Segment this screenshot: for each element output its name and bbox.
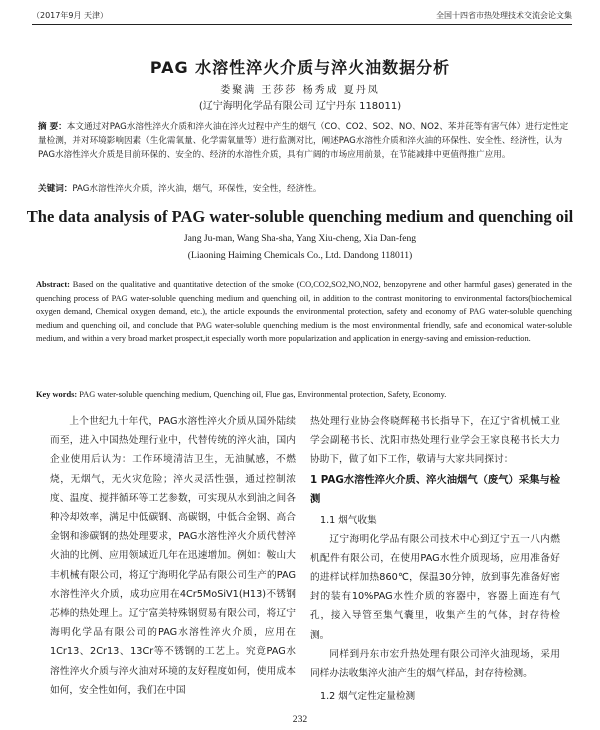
- body-paragraph: 热处理行业协会佟晓辉秘书长指导下，在辽宁省机械工业学会副秘书长、沈阳市热处理行业学会王家良秘书长大力协助下，做了如下工作，敬请与大家共同探讨：: [310, 416, 560, 466]
- english-abstract-text: Based on the qualitative and quantitative detection of the smoke (CO,CO2,SO2,NO,NO2, benzopyrene and other harmful gases) generated in the quenching process of PAG water-soluble quenching medium and quenching oil, in addition to the contrast monitoring to environmental factors(biochemical oxygen demand, Chemical oxygen demand, etc.), the article expounds the environmental protection, safety and economy of PAG water-soluble quenching medium and quenching oil, and conclude that PAG water-soluble quenching medium is the most environmental friendly, safe and economical water-soluble medium, and within a very broad market prospect,it especially worth more popularization and application in energy-saving and emission-reduction.: [36, 280, 572, 344]
- body-right-column: [310, 412, 560, 706]
- section-heading: 1 PAG水溶性淬火介质、淬火油烟气（废气）采集与检测: [310, 473, 561, 505]
- running-header-left: （2017年9月 天津）: [32, 11, 108, 20]
- english-title: The data analysis of PAG water-soluble quenching medium and quenching oil: [26, 207, 574, 226]
- chinese-keywords: [38, 182, 570, 196]
- english-keywords-label: Key words:: [36, 390, 78, 399]
- chinese-affiliation: (辽宁海明化学品有限公司 辽宁丹东 118011): [198, 101, 402, 112]
- english-abstract: [36, 278, 572, 346]
- body-paragraph: 辽宁海明化学品有限公司技术中心到辽宁五一八内燃机配件有限公司，在使用PAG水性介质现场，应用准备好的进样试样加热860℃，保温30分钟，放到事先准备好密封的装有10%PAG水性介质的容器中，容器上面连有气孔，接入导管至集气囊里，收集产生的气体，封存待检测。: [310, 533, 560, 641]
- english-abstract-label: Abstract:: [36, 280, 70, 289]
- body-paragraph: 上个世纪九十年代，PAG水溶性淬火介质从国外陆续而至，进入中国热处理行业中，代替传统的淬火油，国内企业使用后认为：工作环境清洁卫生，无油腻感，不燃烧，无烟气，无火灾危险；淬火灵活性强，通过控制浓度、温度、搅拌循环等工艺参数，可实现从水到油之间各种冷却效率，满足中低碳钢、高碳钢，中低合金钢、高合金钢和渗碳钢的热处理要求，PAG水溶性淬火介质代替淬火油的比例、应用领域近几年在迅速增加。例如：鞍山大丰机械有限公司，将辽宁海明化学品有限公司生产的PAG水溶性淬火介质，成功应用在4Cr5MoSiV1(H13)不锈钢芯棒的热处理上。辽宁富美特殊钢贸易有限公司，将辽宁海明化学品有限公司的PAG水溶性淬火介质，应用在1Cr13、2Cr13、13Cr等不锈钢的工艺上。究竟PAG水溶性淬火介质与淬火油对环境的友好程度如何，使用成本如何，安全性如何，我们在中国: [50, 416, 296, 696]
- body-left-column: [50, 412, 296, 700]
- header-rule: [32, 24, 572, 25]
- chinese-authors: 娄聚满 王莎莎 杨秀成 夏丹凤: [220, 85, 380, 96]
- running-header-right: 全国十四省市热处理技术交流会论文集: [436, 11, 572, 20]
- chinese-abstract: [38, 120, 570, 162]
- english-authors: Jang Ju-man, Wang Sha-sha, Yang Xiu-cheng, Xia Dan-feng: [183, 233, 417, 244]
- chinese-abstract-text: 本文通过对PAG水溶性淬火介质和淬火油在淬火过程中产生的烟气（CO、CO2、SO2、NO、NO2、苯并芘等有害气体）进行定性定量检测，并对环境影响因素（生化需氧量、化学需氧量等）进行监测对比，阐述PAG水溶性介质和淬火油的环保性、安全性、经济性，认为PAG水溶性淬火介质是目前环保的、安全的、经济的水溶性介质，具有广阔的市场应用前景，在节能减排中更值得推广应用。: [38, 122, 569, 160]
- page-number: 232: [292, 714, 308, 725]
- chinese-keywords-text: PAG水溶性淬火介质，淬火油，烟气，环保性，安全性，经济性。: [72, 184, 322, 194]
- subsection-heading: 1.2 烟气定性定量检测: [320, 691, 416, 703]
- chinese-keywords-label: 关键词：: [38, 184, 73, 194]
- english-affiliation: (Liaoning Haiming Chemicals Co., Ltd. Dandong 118011): [187, 250, 413, 261]
- english-keywords-text: PAG water-soluble quenching medium, Quenching oil, Flue gas, Environmental protection, Safety, Economy.: [79, 390, 447, 399]
- body-paragraph: 同样到丹东市宏升热处理有限公司淬火油现场，采用同样办法收集淬火油产生的烟气样品，封存待检测。: [310, 648, 560, 680]
- chinese-title: PAG 水溶性淬火介质与淬火油数据分析: [149, 58, 451, 77]
- chinese-abstract-label: 摘 要：: [38, 122, 67, 132]
- subsection-heading: 1.1 烟气收集: [320, 514, 377, 526]
- english-keywords: [36, 388, 572, 402]
